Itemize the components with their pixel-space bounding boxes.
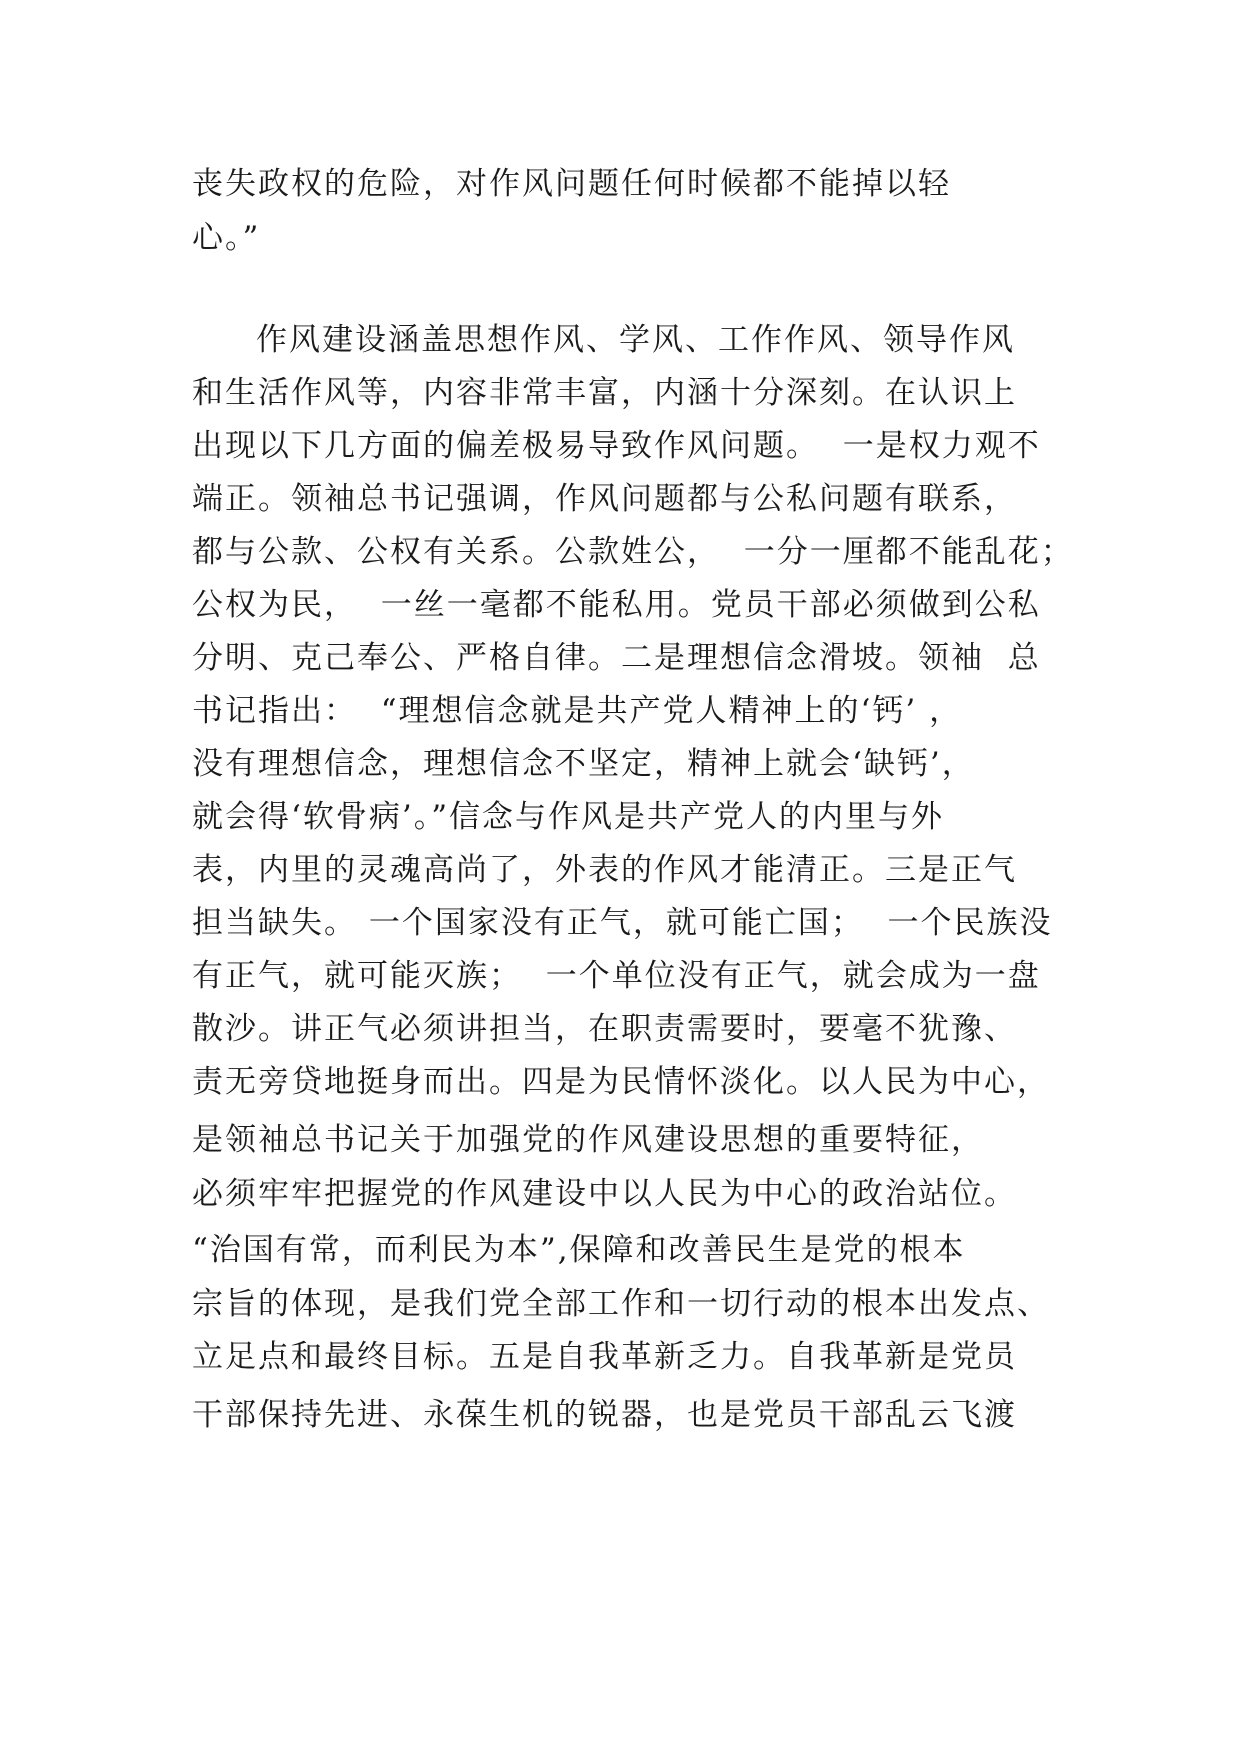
- text-line: 干部保持先进、永葆生机的锐器，也是党员干部乱云飞渡: [192, 1397, 1017, 1433]
- text-line: 就会得‘软骨病’。”信念与作风是共产党人的内里与外: [192, 799, 945, 835]
- text-line: 有正气，就可能灭族； 一个单位没有正气，就会成为一盘: [192, 958, 1041, 994]
- text-line: 和生活作风等，内容非常丰富，内涵十分深刻。在认识上: [192, 375, 1017, 411]
- text-line: 责无旁贷地挺身而出。四是为民情怀淡化。以人民为中心，: [192, 1064, 1050, 1100]
- text-line: 必须牢牢把握党的作风建设中以人民为中心的政治站位。: [192, 1176, 1017, 1212]
- text-line: 出现以下几方面的偏差极易导致作风问题。 一是权力观不: [192, 428, 1041, 464]
- text-line: 都与公款、公权有关系。公款姓公， 一分一厘都不能乱花；: [192, 534, 1074, 570]
- text-line: 表，内里的灵魂高尚了，外表的作风才能清正。三是正气: [192, 852, 1017, 888]
- text-line: 端正。领袖总书记强调，作风问题都与公私问题有联系，: [192, 481, 1017, 517]
- text-line: 分明、克己奉公、严格自律。二是理想信念滑坡。领袖 总: [192, 640, 1041, 676]
- text-line: 作风建设涵盖思想作风、学风、工作作风、领导作风: [256, 322, 1015, 358]
- text-line: 担当缺失。 一个国家没有正气，就可能亡国； 一个民族没: [192, 905, 1053, 941]
- text-line: 丧失政权的危险，对作风问题任何时候都不能掉以轻: [192, 166, 951, 202]
- text-line: 心。”: [192, 220, 261, 256]
- text-line: 立足点和最终目标。五是自我革新乏力。自我革新是党员: [192, 1339, 1017, 1375]
- text-line: “治国有常，而利民为本”,保障和改善民生是党的根本: [192, 1232, 966, 1268]
- text-line: 宗旨的体现，是我们党全部工作和一切行动的根本出发点、: [192, 1286, 1050, 1322]
- text-line: 书记指出： “理想信念就是共产党人精神上的‘钙’ ，: [192, 693, 963, 729]
- text-line: 没有理想信念，理想信念不坚定，精神上就会‘缺钙’，: [192, 746, 975, 782]
- text-line: 散沙。讲正气必须讲担当，在职责需要时，要毫不犹豫、: [192, 1011, 1017, 1047]
- text-line: 公权为民， 一丝一毫都不能私用。党员干部必须做到公私: [192, 587, 1041, 623]
- text-line: 是领袖总书记关于加强党的作风建设思想的重要特征，: [192, 1122, 984, 1158]
